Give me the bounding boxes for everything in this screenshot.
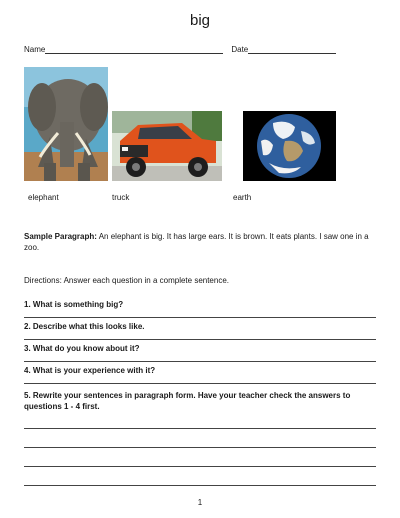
directions: Directions: Answer each question in a complete sentence. (24, 276, 230, 285)
question-2: 2. Describe what this looks like. (24, 322, 145, 331)
name-label: Name (24, 45, 46, 54)
answer-line-5c[interactable] (24, 466, 376, 467)
sample-text: An elephant is big. It has large ears. It is brown. It eats plants. I saw one in a zoo. (24, 232, 369, 252)
truck-image (112, 111, 222, 181)
name-date-row (24, 45, 336, 54)
date-label: Date (231, 45, 249, 54)
earth-caption: earth (233, 193, 252, 202)
name-field-line[interactable] (45, 45, 223, 54)
answer-line-2[interactable] (24, 339, 376, 340)
truck-caption: truck (112, 193, 130, 202)
answer-line-3[interactable] (24, 361, 376, 362)
earth-image (243, 111, 336, 181)
date-field-line[interactable] (248, 45, 336, 54)
answer-line-1[interactable] (24, 317, 376, 318)
answer-line-4[interactable] (24, 383, 376, 384)
question-4: 4. What is your experience with it? (24, 366, 156, 375)
question-5: 5. Rewrite your sentences in paragraph form. Have your teacher check the answers to questions 1 - 4 first. (24, 391, 351, 411)
elephant-image (24, 67, 108, 181)
sample-label: Sample Paragraph: (24, 232, 97, 241)
answer-line-5a[interactable] (24, 428, 376, 429)
page-number: 1 (197, 498, 203, 507)
sample-paragraph (24, 231, 369, 253)
question-1: 1. What is something big? (24, 300, 124, 309)
question-3: 3. What do you know about it? (24, 344, 140, 353)
answer-line-5b[interactable] (24, 447, 376, 448)
elephant-caption: elephant (28, 193, 59, 202)
worksheet-title: big (189, 12, 211, 29)
answer-line-5d[interactable] (24, 485, 376, 486)
